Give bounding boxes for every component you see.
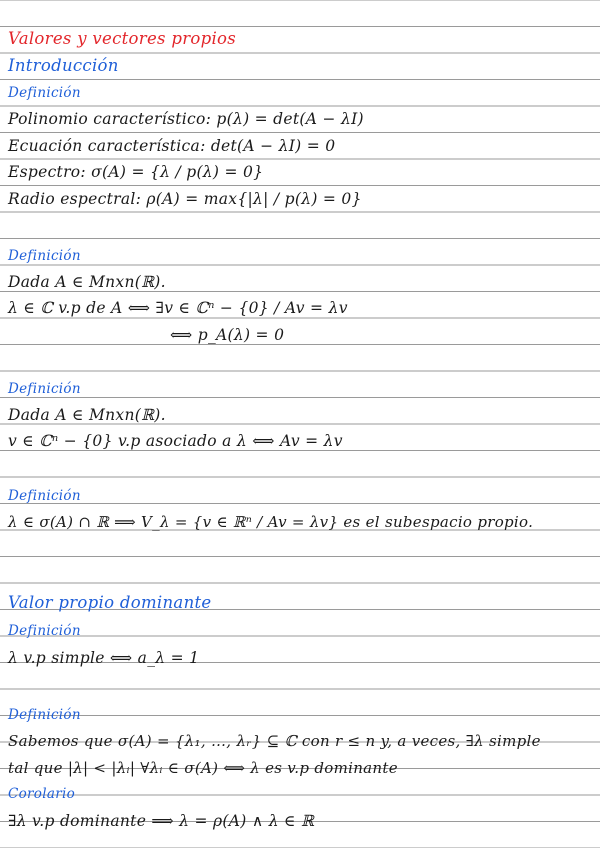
line-pA: ⟺ p_A(λ) = 0 xyxy=(170,326,285,344)
line-ecuacion: Ecuación característica: det(A − λI) = 0 xyxy=(8,137,336,155)
line-subespacio: λ ∈ σ(A) ∩ ℝ ⟹ V_λ = {v ∈ ℝⁿ / Av = λv} es el subespacio propio. xyxy=(8,513,534,531)
line-espectro: Espectro: σ(A) = {λ / p(λ) = 0} xyxy=(8,163,264,181)
line-dada-2: Dada A ∈ Mnxn(ℝ). xyxy=(8,406,166,424)
definition-heading-6: Definición xyxy=(8,707,81,723)
definition-heading-1: Definición xyxy=(8,85,81,101)
line-vp-def: λ ∈ ℂ v.p de A ⟺ ∃v ∈ ℂⁿ − {0} / Av = λv xyxy=(8,299,348,317)
definition-heading-3: Definición xyxy=(8,381,81,397)
definition-heading-5: Definición xyxy=(8,623,81,639)
line-radio: Radio espectral: ρ(A) = max{|λ| / p(λ) = 0} xyxy=(8,190,362,208)
line-simple: λ v.p simple ⟺ a_λ = 1 xyxy=(8,649,200,667)
line-tal-que: tal que |λ| < |λᵢ| ∀λᵢ ∈ σ(A) ⟺ λ es v.p dominante xyxy=(8,759,398,777)
line-polinomio: Polinomio característico: p(λ) = det(A − λI) xyxy=(8,110,364,128)
line-corolario: ∃λ v.p dominante ⟹ λ = ρ(A) ∧ λ ∈ ℝ xyxy=(8,812,315,830)
page-title: Valores y vectores propios xyxy=(8,29,237,48)
corolario-heading: Corolario xyxy=(8,786,76,802)
line-vector-asociado: v ∈ ℂⁿ − {0} v.p asociado a λ ⟺ Av = λv xyxy=(8,432,343,450)
definition-heading-2: Definición xyxy=(8,248,81,264)
definition-heading-4: Definición xyxy=(8,488,81,504)
line-dada-1: Dada A ∈ Mnxn(ℝ). xyxy=(8,273,166,291)
section-valor-dominante: Valor propio dominante xyxy=(8,593,212,612)
line-sabemos: Sabemos que σ(A) = {λ₁, …, λᵣ} ⊆ ℂ con r ≤ n y, a veces, ∃λ simple xyxy=(8,732,541,750)
section-introduccion: Introducción xyxy=(8,56,119,75)
